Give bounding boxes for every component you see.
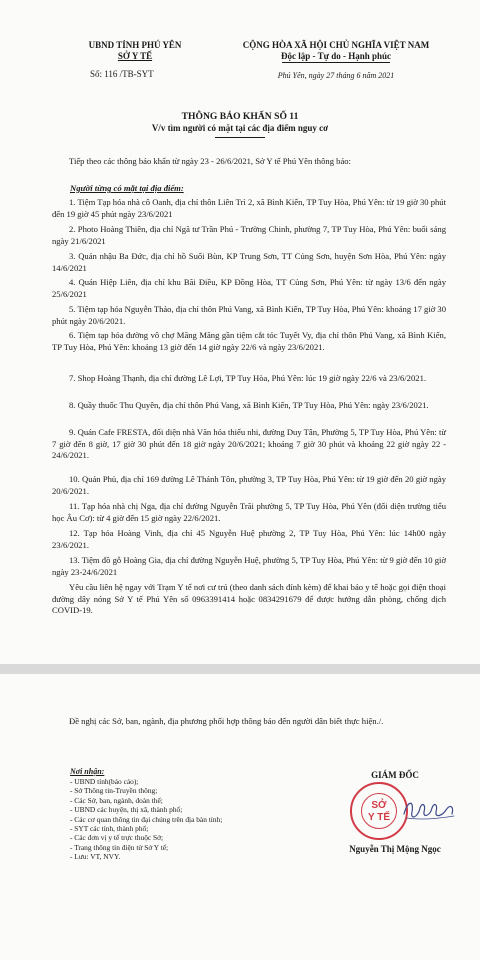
list-item: 4. Quán Hiệp Liên, địa chỉ khu Bãi Điều, KP Đồng Hòa, TT Củng Sơn, Phú Yên: từ ngày 13/6 đến ngày 25/6/2021 xyxy=(52,277,446,299)
recipient-item: - Lưu: VT, NVY. xyxy=(70,852,121,862)
stamp-text-line1: SỞ xyxy=(371,800,387,811)
signer-name: Nguyễn Thị Mộng Ngọc xyxy=(349,844,441,854)
closing-paragraph: Yêu cầu liên hệ ngay với Trạm Y tế nơi cư trú (theo danh sách đính kèm) để khai báo y tế hoặc gọi điện thoại đường dây nóng Sở Y tế Phú Yên số 0963391414 hoặc 0834291679 để được hướng dẫn phòng, chống dịch COVID-19. xyxy=(52,582,446,616)
list-item: 1. Tiệm Tạp hóa nhà cô Oanh, địa chỉ thôn Liên Trì 2, xã Bình Kiến, TP Tuy Hòa, Phú Yên: từ 19 giờ 30 phút đến 19 giờ 45 phút ngày 23/6/2021 xyxy=(52,197,446,219)
list-item: 8. Quầy thuốc Thu Quyên, địa chỉ thôn Phú Vang, xã Bình Kiến, TP Tuy Hòa, Phú Yên: ngày 23/6/2021. xyxy=(69,400,429,410)
recipient-item: - SYT các tỉnh, thành phố; xyxy=(70,824,149,834)
title-divider xyxy=(215,137,265,138)
list-item: 13. Tiệm đồ gỗ Hoàng Gia, địa chỉ đường Nguyễn Huệ, phường 5, TP Tuy Hòa, Phú Yên: từ 9 giờ đến 10 giờ ngày 23-24/6/2021 xyxy=(52,555,446,577)
header-motto: Độc lập - Tự do - Hạnh phúc xyxy=(280,51,391,61)
recipient-item: - Các cơ quan thông tin đại chúng trên địa bàn tỉnh; xyxy=(70,814,223,824)
document-number: Số: 116 /TB-SYT xyxy=(90,69,154,79)
document-page-2 xyxy=(0,674,480,960)
request-paragraph: Đề nghị các Sở, ban, ngành, địa phương phối hợp thông báo đến người dân biết thực hiện./. xyxy=(69,716,384,726)
list-item: 12. Tạp hóa Hoàng Vinh, địa chỉ 45 Nguyễn Huệ phường 2, TP Tuy Hòa, Phú Yên: lúc 14h00 ngày 23/6/2021. xyxy=(52,528,446,550)
list-item: 5. Tiệm tạp hóa Nguyễn Thảo, địa chỉ thôn Phú Vang, xã Bình Kiến, TP Tuy Hòa, Phú Yên: khoảng 17 giờ 30 phút ngày 20/6/2021. xyxy=(52,304,447,326)
list-item: 10. Quán Phủ, địa chỉ 169 đường Lê Thánh Tôn, phường 3, TP Tuy Hòa, Phú Yên: từ 19 giờ đến 20 giờ ngày 20/6/2021. xyxy=(52,474,446,496)
recipients-list xyxy=(70,766,300,862)
recipient-item: - Các đơn vị y tế trực thuộc Sở; xyxy=(70,833,164,843)
document-date: Phú Yên, ngày 27 tháng 6 năm 2021 xyxy=(277,71,395,80)
list-item: 7. Shop Hoàng Thạnh, địa chỉ đường Lê Lợi, TP Tuy Hòa, Phú Yên: lúc 19 giờ ngày 22/6 và 23/6/2021. xyxy=(69,373,427,383)
handwritten-signature-icon xyxy=(400,792,458,824)
recipient-item: - UBND tỉnh(báo cáo); xyxy=(70,777,139,786)
page-gap xyxy=(0,664,480,674)
header-agency: UBND TỈNH PHÚ YÊN xyxy=(88,40,182,50)
list-item: 3. Quán nhậu Ba Đức, địa chỉ hồ Suối Bùn, KP Trung Sơn, TT Củng Sơn, huyện Sơn Hòa, Phú Yên: ngày 14/6/2021 xyxy=(52,251,446,273)
document-title: THÔNG BÁO KHẨN SỐ 11 xyxy=(181,111,299,122)
section-heading: Người từng có mặt tại địa điểm: xyxy=(70,183,184,193)
header-dept: SỞ Y TẾ xyxy=(117,51,153,61)
document-subtitle: V/v tìm người có mặt tại các địa điểm nguy cơ xyxy=(151,123,329,133)
signature-title: GIÁM ĐỐC xyxy=(371,770,419,780)
recipient-item: - Các Sở, ban, ngành, đoàn thể; xyxy=(70,795,163,805)
intro-paragraph: Tiếp theo các thông báo khẩn từ ngày 23 - 26/6/2021, Sở Y tế Phú Yên thông báo: xyxy=(69,156,351,166)
list-item: 11. Tạp hóa nhà chị Nga, địa chỉ đường Nguyễn Trãi phường 5, TP Tuy Hòa, Phú Yên (đối diện trường tiểu học Âu Cơ): từ 4 giờ đến 15 giờ ngày 22/6/2021. xyxy=(52,501,446,523)
list-item: 9. Quán Cafe FRESTA, đối diện nhà Văn hóa thiếu nhi, đường Duy Tân, Phường 5, TP Tuy Hòa, Phú Yên: từ 7 giờ đến 8 giờ, 17 giờ 30 phút đến 18 giờ ngày 20/6/2021; khoảng 7 giờ 30 phút và khoảng 22 giờ ngày 22 - 24/6/2021. xyxy=(52,427,446,461)
list-item: 2. Photo Hoàng Thiên, địa chỉ Ngã tư Trần Phú - Trường Chinh, phường 7, TP Tuy Hòa, Phú Yên: buổi sáng ngày 21/6/2021 xyxy=(52,224,446,246)
stamp-text-line2: Y TẾ xyxy=(367,812,391,823)
recipient-item: - Trang thông tin điện tử Sở Y tế; xyxy=(70,842,169,852)
stamp-inner-ring xyxy=(361,793,397,829)
motto-underline xyxy=(282,62,390,63)
recipients-heading: Nơi nhận: xyxy=(70,767,105,776)
recipient-item: - UBND các huyện, thị xã, thành phố; xyxy=(70,805,183,815)
header-nation: CỘNG HÒA XÃ HỘI CHỦ NGHĨA VIỆT NAM xyxy=(242,40,430,50)
list-item: 6. Tiệm tạp hóa đường vô chợ Măng Măng gần tiệm cắt tóc Tuyết Vy, địa chỉ thôn Phú Vang, xã Bình Kiến, TP Tuy Hòa, Phú Yên: khoảng 13 giờ đến 14 giờ ngày 22/6 và ngày 23/6/2021. xyxy=(52,330,446,352)
recipient-item: - Sở Thông tin-Truyền thông; xyxy=(70,786,158,796)
